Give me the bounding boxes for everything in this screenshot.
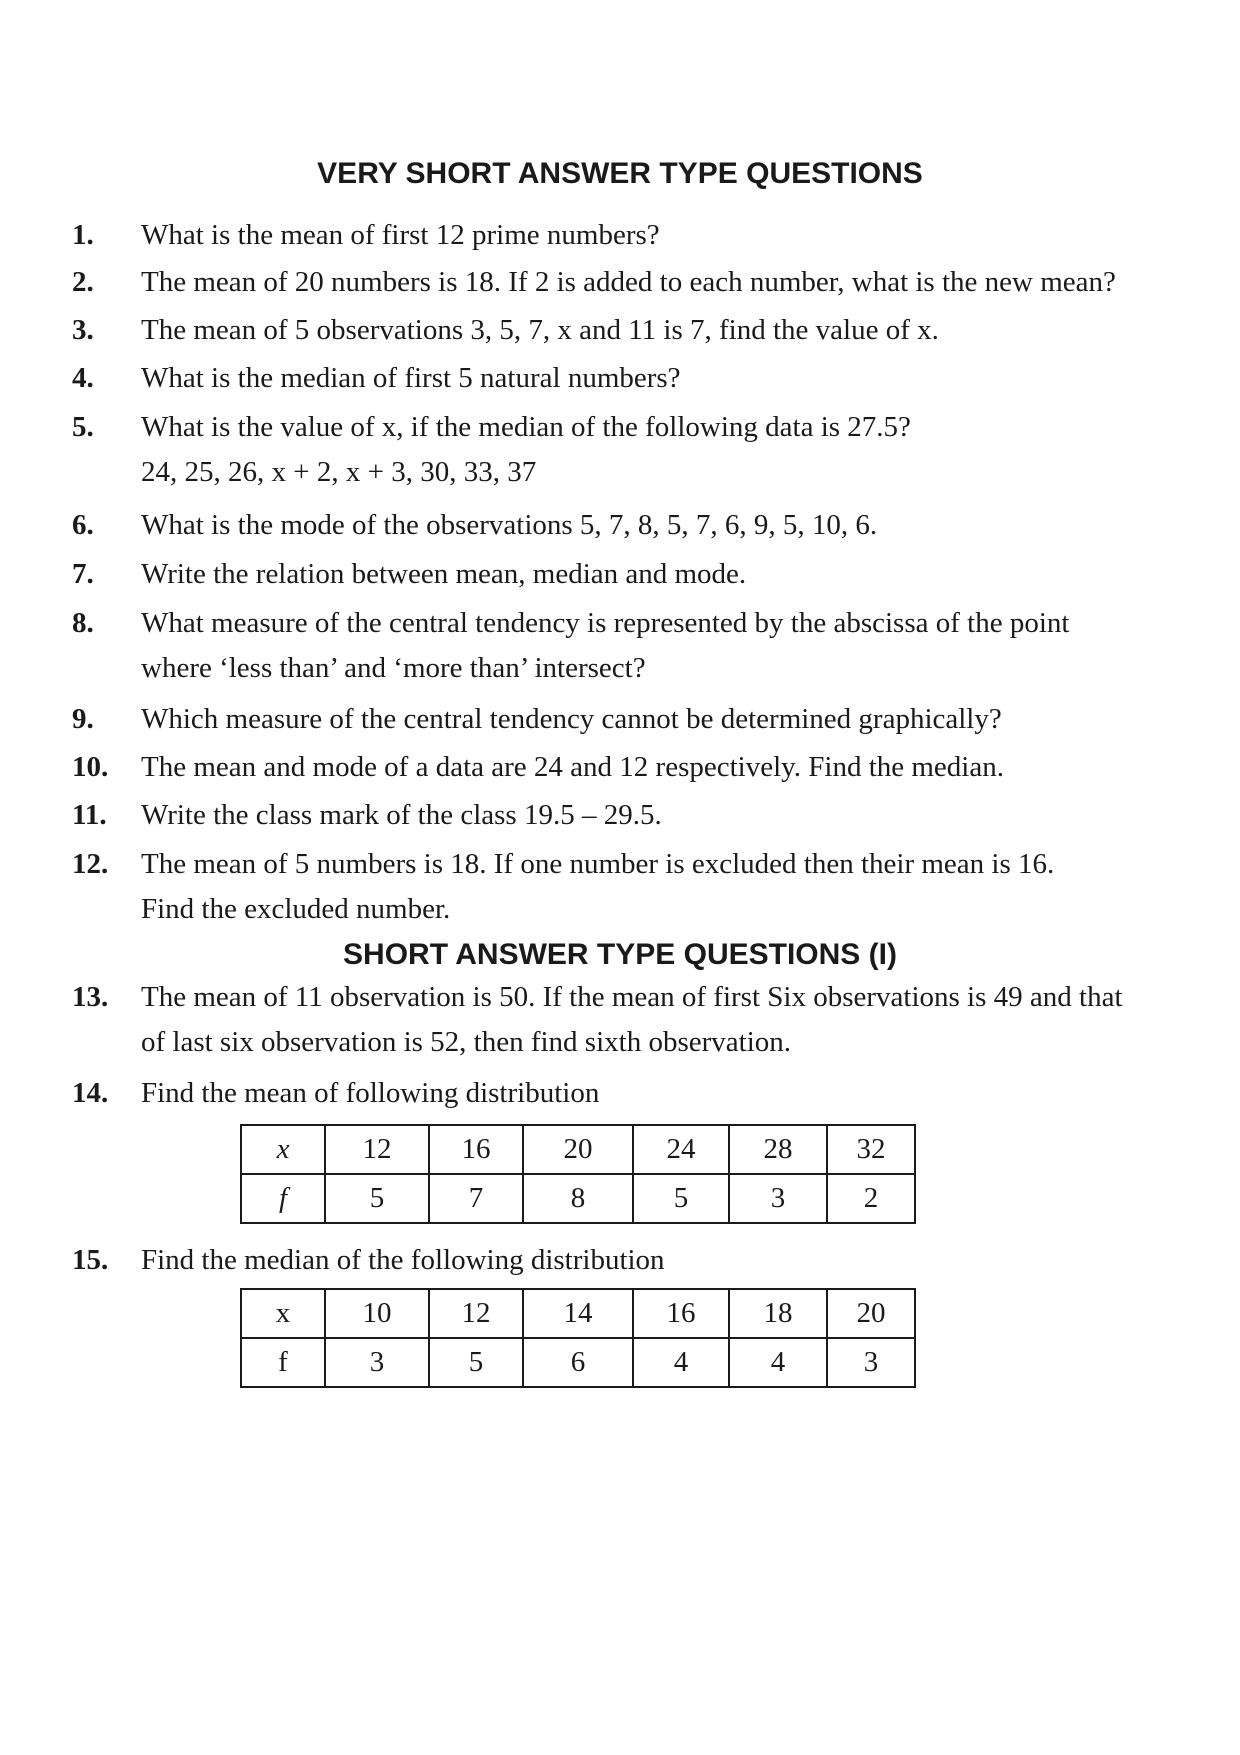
table-cell: 10 bbox=[325, 1289, 429, 1338]
question-number: 6. bbox=[72, 509, 94, 541]
question-text: The mean of 5 observations 3, 5, 7, x and 11 is 7, find the value of x. bbox=[141, 314, 939, 346]
question-number: 12. bbox=[72, 848, 109, 880]
question-number: 5. bbox=[72, 411, 94, 443]
table-cell: 16 bbox=[429, 1125, 523, 1174]
question-text-line2: where ‘less than’ and ‘more than’ intersect? bbox=[141, 652, 646, 684]
mean-distribution-table bbox=[240, 1124, 916, 1224]
question-number: 3. bbox=[72, 314, 94, 346]
question-5 bbox=[72, 405, 1192, 495]
question-text-line2: of last six observation is 52, then find sixth observation. bbox=[141, 1026, 792, 1058]
question-number: 9. bbox=[72, 703, 94, 735]
section-heading-short-answer: SHORT ANSWER TYPE QUESTIONS (I) bbox=[343, 938, 897, 971]
table-cell: 7 bbox=[429, 1174, 523, 1223]
table-cell: 20 bbox=[523, 1125, 633, 1174]
table-cell: 3 bbox=[729, 1174, 827, 1223]
median-distribution-table bbox=[240, 1288, 916, 1388]
table-cell: x bbox=[241, 1125, 325, 1174]
question-number: 11. bbox=[72, 799, 107, 831]
table-cell: 2 bbox=[827, 1174, 915, 1223]
section-heading-very-short: VERY SHORT ANSWER TYPE QUESTIONS bbox=[317, 157, 923, 190]
question-text: Find the median of the following distribution bbox=[141, 1244, 665, 1276]
table-cell: 16 bbox=[633, 1289, 729, 1338]
question-text: Write the class mark of the class 19.5 – 29.5. bbox=[141, 799, 662, 831]
question-text: The mean of 5 numbers is 18. If one number is excluded then their mean is 16. bbox=[141, 848, 1055, 880]
table-cell: 4 bbox=[633, 1338, 729, 1387]
question-4 bbox=[72, 356, 1192, 401]
table-cell: 12 bbox=[325, 1125, 429, 1174]
table-cell: 28 bbox=[729, 1125, 827, 1174]
question-2 bbox=[72, 260, 1192, 305]
question-text: The mean of 20 numbers is 18. If 2 is added to each number, what is the new mean? bbox=[141, 266, 1116, 298]
question-number: 13. bbox=[72, 981, 109, 1013]
question-10 bbox=[72, 745, 1192, 790]
question-8 bbox=[72, 601, 1192, 691]
question-text: What is the value of x, if the median of the following data is 27.5? bbox=[141, 411, 911, 443]
question-number: 7. bbox=[72, 558, 94, 590]
question-11 bbox=[72, 793, 1192, 838]
table-cell: 3 bbox=[325, 1338, 429, 1387]
question-number: 4. bbox=[72, 362, 94, 394]
table-cell: x bbox=[241, 1289, 325, 1338]
table-cell: 12 bbox=[429, 1289, 523, 1338]
question-text: What is the median of first 5 natural numbers? bbox=[141, 362, 681, 394]
question-text-line2: Find the excluded number. bbox=[141, 893, 451, 925]
question-text: What measure of the central tendency is represented by the abscissa of the point bbox=[141, 607, 1070, 639]
question-number: 1. bbox=[72, 219, 94, 251]
question-text: Which measure of the central tendency cannot be determined graphically? bbox=[141, 703, 1002, 735]
table-row bbox=[241, 1125, 915, 1174]
question-12 bbox=[72, 842, 1192, 932]
question-15 bbox=[72, 1238, 1192, 1283]
question-text: Write the relation between mean, median and mode. bbox=[141, 558, 747, 590]
question-text: Find the mean of following distribution bbox=[141, 1077, 600, 1109]
question-number: 2. bbox=[72, 266, 94, 298]
question-number: 14. bbox=[72, 1077, 109, 1109]
question-text: The mean of 11 observation is 50. If the mean of first Six observations is 49 and that bbox=[141, 981, 1123, 1013]
question-6 bbox=[72, 503, 1192, 548]
table-cell: 32 bbox=[827, 1125, 915, 1174]
question-data-line: 24, 25, 26, x + 2, x + 3, 30, 33, 37 bbox=[141, 456, 537, 488]
table-cell: 6 bbox=[523, 1338, 633, 1387]
question-number: 10. bbox=[72, 751, 109, 783]
table-cell: 20 bbox=[827, 1289, 915, 1338]
table-cell: 4 bbox=[729, 1338, 827, 1387]
table-row bbox=[241, 1338, 915, 1387]
question-7 bbox=[72, 552, 1192, 597]
table-row bbox=[241, 1174, 915, 1223]
table-cell: 5 bbox=[325, 1174, 429, 1223]
table-cell: 14 bbox=[523, 1289, 633, 1338]
question-14 bbox=[72, 1071, 1192, 1116]
table-cell: 18 bbox=[729, 1289, 827, 1338]
question-text: What is the mean of first 12 prime numbers? bbox=[141, 219, 660, 251]
table-cell: 3 bbox=[827, 1338, 915, 1387]
question-number: 15. bbox=[72, 1244, 109, 1276]
table-row bbox=[241, 1289, 915, 1338]
table-cell: 8 bbox=[523, 1174, 633, 1223]
table-cell: f bbox=[241, 1338, 325, 1387]
question-13 bbox=[72, 975, 1192, 1065]
question-3 bbox=[72, 308, 1192, 353]
question-text: The mean and mode of a data are 24 and 12 respectively. Find the median. bbox=[141, 751, 1004, 783]
table-cell: f bbox=[241, 1174, 325, 1223]
question-9 bbox=[72, 697, 1192, 742]
table-cell: 5 bbox=[633, 1174, 729, 1223]
table-cell: 24 bbox=[633, 1125, 729, 1174]
question-number: 8. bbox=[72, 607, 94, 639]
table-cell: 5 bbox=[429, 1338, 523, 1387]
question-text: What is the mode of the observations 5, 7, 8, 5, 7, 6, 9, 5, 10, 6. bbox=[141, 509, 878, 541]
question-1 bbox=[72, 213, 1192, 258]
